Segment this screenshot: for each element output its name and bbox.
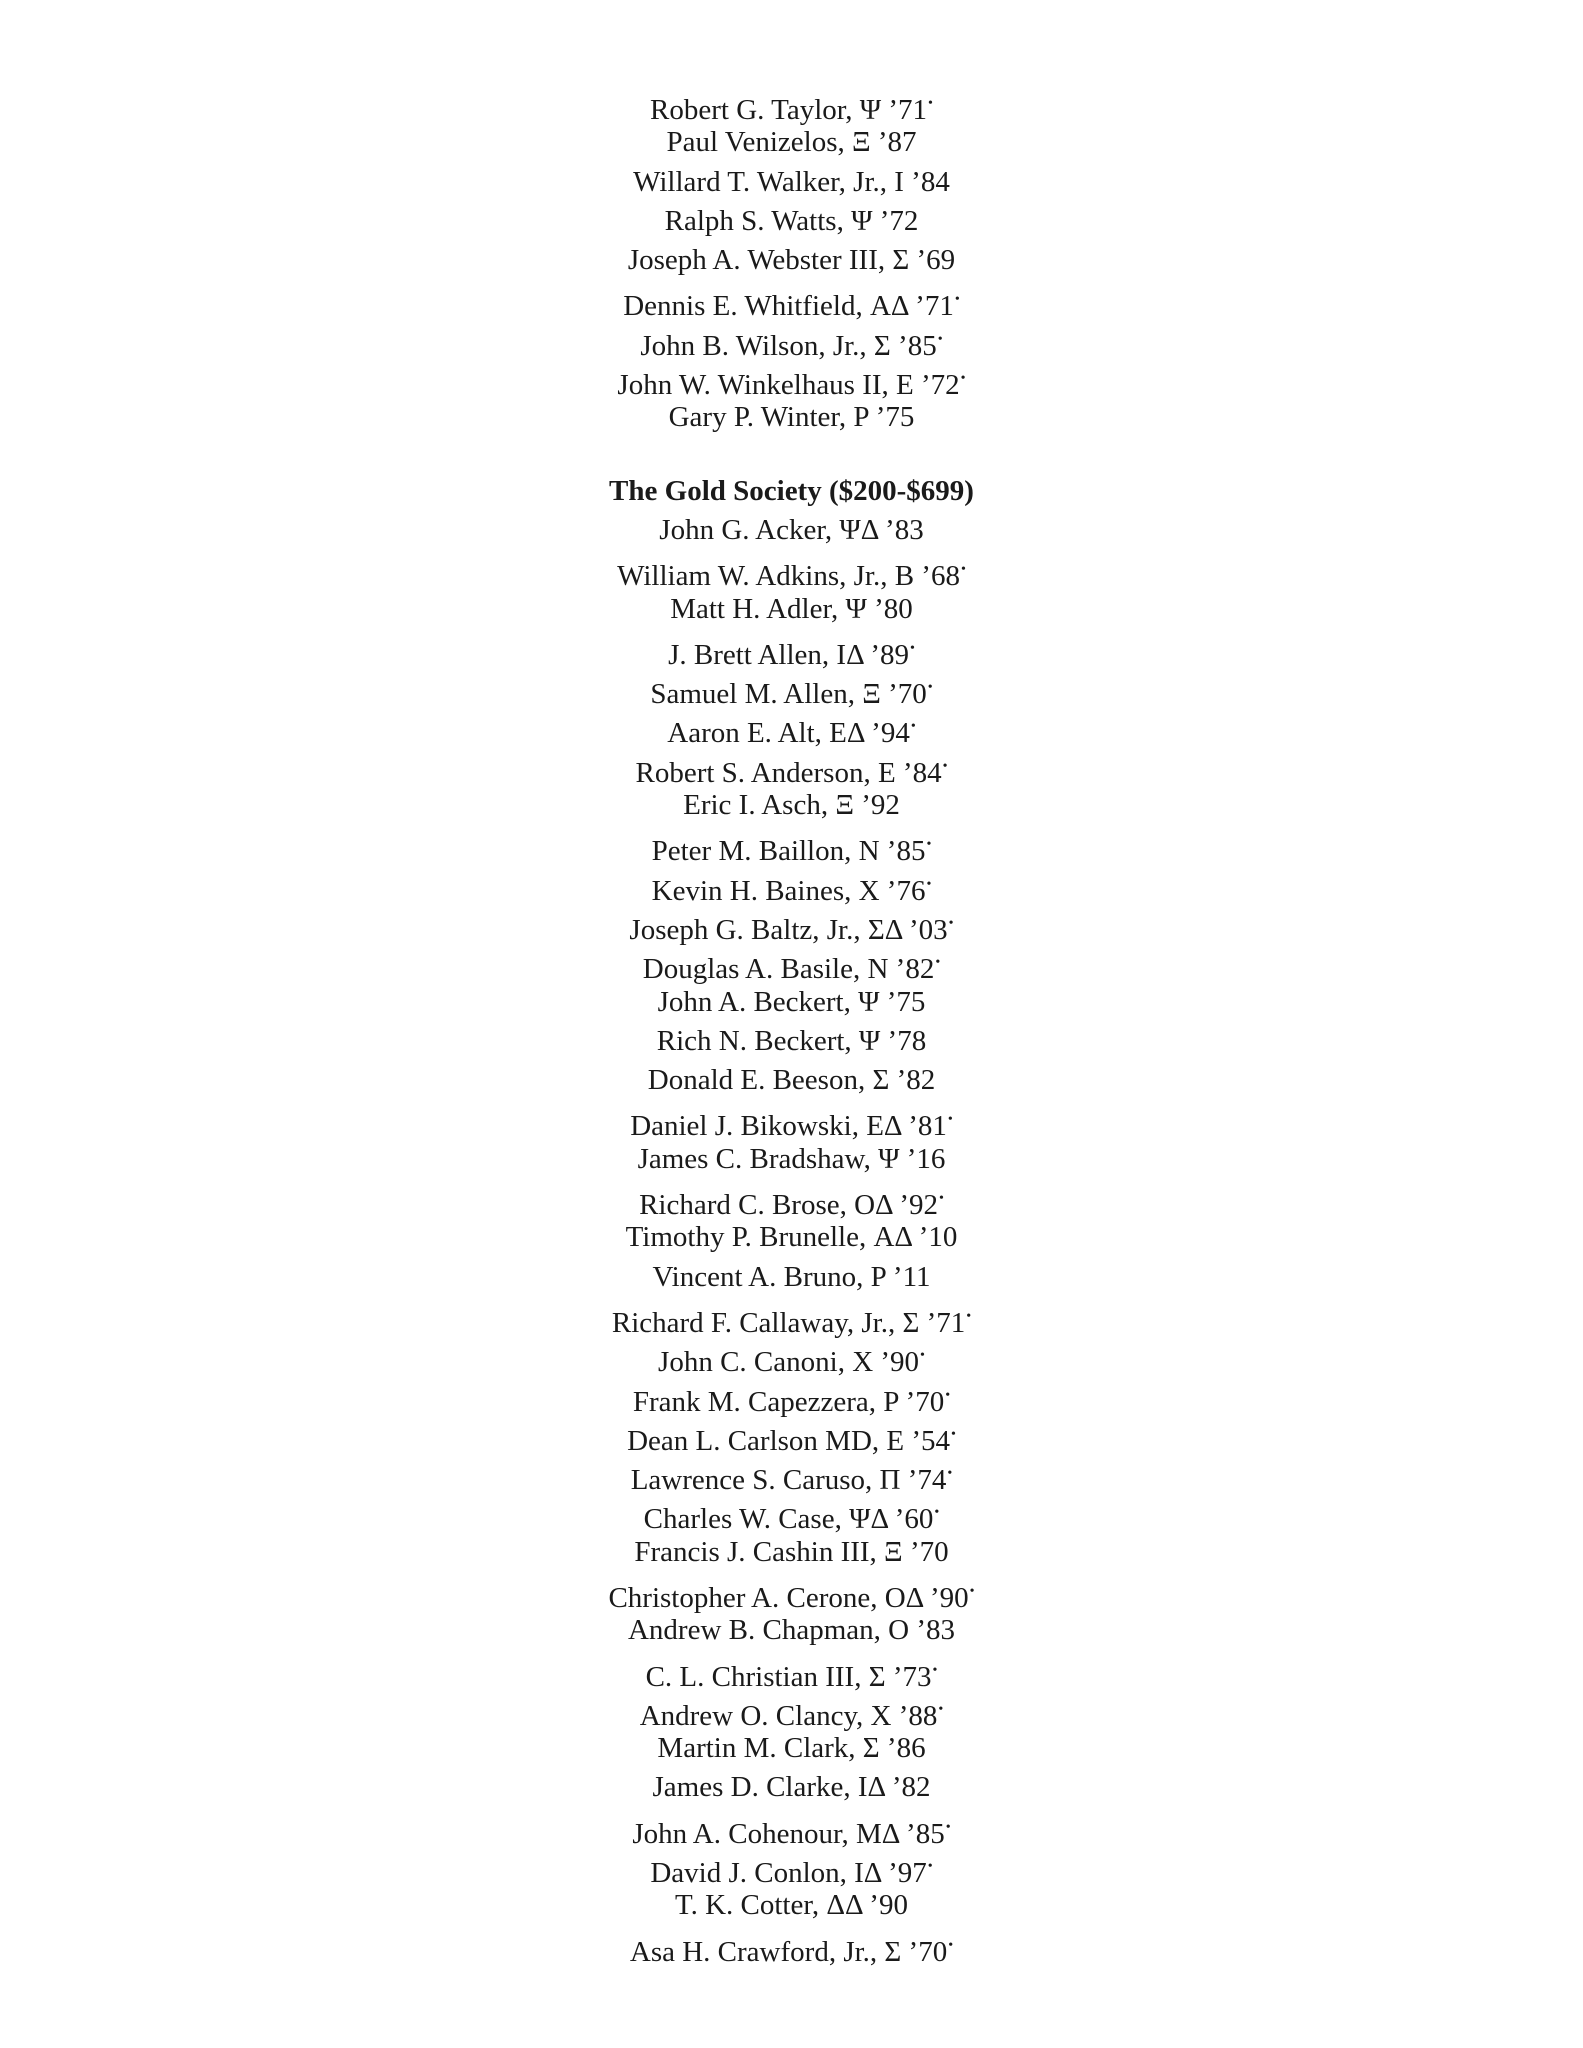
section-gap (0, 438, 1583, 472)
donor-entry (0, 865, 1583, 907)
bullet-mark-icon: • (942, 758, 948, 774)
bullet-mark-icon: • (938, 1701, 944, 1717)
donor-entry (0, 983, 1583, 1022)
donor-name: Dennis E. Whitfield, ΑΔ ’71 (623, 290, 954, 323)
donor-entry (0, 825, 1583, 868)
donor-entry (0, 1179, 1583, 1222)
donor-name: Ralph S. Watts, Ψ ’72 (664, 204, 919, 237)
bullet-mark-icon: • (939, 1191, 944, 1207)
donor-entry (0, 1847, 1583, 1890)
bullet-mark-icon: • (910, 640, 915, 656)
donor-name: Frank M. Capezzera, P ’70 (632, 1385, 945, 1418)
donor-name: Joseph A. Webster III, Σ ’69 (627, 244, 956, 277)
bullet-mark-icon: • (928, 96, 933, 111)
donor-name: Eric I. Asch, Ξ ’92 (683, 789, 900, 822)
donor-entry (0, 1022, 1583, 1061)
donor-entry (0, 1376, 1583, 1418)
bullet-mark-icon: • (926, 876, 932, 892)
bullet-mark-icon: • (960, 562, 966, 578)
gold-society-heading: The Gold Society ($200-$699) (609, 474, 974, 507)
donor-name: Samuel M. Allen, Ξ ’70 (650, 678, 927, 711)
donor-entry (0, 163, 1583, 202)
bullet-mark-icon: • (926, 837, 932, 853)
bullet-mark-icon: • (948, 1937, 954, 1953)
bullet-mark-icon: • (947, 1112, 953, 1128)
donor-name: C. L. Christian III, Σ ’73 (645, 1660, 932, 1693)
donor-name: Robert S. Anderson, E ’84 (635, 756, 942, 789)
bullet-mark-icon: • (951, 1426, 956, 1442)
bullet-mark-icon: • (927, 680, 933, 696)
donor-name: Charles W. Case, ΨΔ ’60 (643, 1503, 934, 1536)
donor-name: Joseph G. Baltz, Jr., ΣΔ ’03 (629, 913, 948, 946)
donor-entry (0, 1493, 1583, 1536)
donor-entry (0, 1061, 1583, 1100)
bullet-mark-icon: • (935, 955, 941, 971)
donor-entry (0, 1651, 1583, 1693)
donor-name: Francis J. Cashin III, Ξ ’70 (634, 1535, 949, 1568)
continued-donor-list (0, 84, 1583, 438)
donor-name: Rich N. Beckert, Ψ ’78 (656, 1024, 927, 1057)
donor-name: John G. Acker, ΨΔ ’83 (659, 513, 924, 546)
bullet-mark-icon: • (932, 1662, 938, 1678)
donor-name: Andrew B. Chapman, O ’83 (627, 1614, 955, 1647)
donor-entry (0, 1336, 1583, 1379)
donor-name: John A. Beckert, Ψ ’75 (657, 985, 926, 1018)
bullet-mark-icon: • (947, 1466, 953, 1482)
donor-entry (0, 1768, 1583, 1807)
donor-entry (0, 668, 1583, 711)
donor-entry (0, 1218, 1583, 1257)
donor-entry (0, 359, 1583, 402)
bullet-mark-icon: • (945, 1387, 951, 1403)
donor-name: Martin M. Clark, Σ ’86 (657, 1732, 926, 1765)
donor-entry (0, 1690, 1583, 1732)
donor-entry (0, 904, 1583, 946)
donor-list-column (0, 84, 1583, 1968)
donor-name: William W. Adkins, Jr., B ’68 (617, 560, 960, 593)
bullet-mark-icon: • (937, 331, 943, 347)
gold-society-member-list (0, 511, 1583, 1968)
donor-name: Robert G. Taylor, Ψ ’71 (650, 94, 928, 126)
bullet-mark-icon: • (934, 1505, 940, 1521)
donor-name: Gary P. Winter, P ’75 (668, 401, 915, 434)
donor-entry (0, 1100, 1583, 1143)
donor-entry (0, 123, 1583, 162)
donor-name: Daniel J. Bikowski, EΔ ’81 (630, 1110, 947, 1143)
donor-name: Matt H. Adler, Ψ ’80 (670, 592, 913, 625)
donor-entry (0, 550, 1583, 593)
donor-name: Lawrence S. Caruso, Π ’74 (630, 1464, 947, 1497)
donor-name: Dean L. Carlson MD, E ’54 (627, 1424, 951, 1457)
donor-entry (0, 84, 1583, 126)
donor-name: John B. Wilson, Jr., Σ ’85 (640, 329, 937, 362)
donor-entry (0, 241, 1583, 280)
donor-name: John A. Cohenour, MΔ ’85 (632, 1817, 945, 1850)
donor-entry (0, 202, 1583, 241)
donor-name: David J. Conlon, IΔ ’97 (650, 1857, 927, 1890)
donor-name: Douglas A. Basile, N ’82 (642, 953, 935, 986)
bullet-mark-icon: • (920, 1348, 925, 1364)
donor-name: Paul Venizelos, Ξ ’87 (666, 126, 917, 159)
donor-entry (0, 1729, 1583, 1768)
donor-entry (0, 1572, 1583, 1614)
donor-name: Andrew O. Clancy, X ’88 (639, 1699, 938, 1732)
donor-entry (0, 590, 1583, 629)
bullet-mark-icon: • (910, 719, 916, 735)
donor-name: John C. Canoni, X ’90 (658, 1346, 920, 1379)
donor-name: Asa H. Crawford, Jr., Σ ’70 (629, 1935, 948, 1968)
donor-entry (0, 1297, 1583, 1339)
donor-entry (0, 786, 1583, 825)
donor-name: Donald E. Beeson, Σ ’82 (647, 1064, 936, 1097)
bullet-mark-icon: • (945, 1819, 951, 1835)
donor-name: Richard F. Callaway, Jr., Σ ’71 (611, 1306, 966, 1339)
bullet-mark-icon: • (948, 915, 954, 931)
donor-entry (0, 943, 1583, 986)
donor-entry (0, 320, 1583, 362)
donor-name: Willard T. Walker, Jr., I ’84 (633, 165, 950, 198)
donor-name: John W. Winkelhaus II, E ’72 (617, 369, 960, 402)
bullet-mark-icon: • (969, 1583, 975, 1599)
donor-entry (0, 1258, 1583, 1297)
donor-entry (0, 511, 1583, 550)
bullet-mark-icon: • (966, 1308, 972, 1324)
donor-name: T. K. Cotter, ΔΔ ’90 (675, 1889, 908, 1922)
donor-name: James D. Clarke, IΔ ’82 (652, 1771, 931, 1804)
bullet-mark-icon: • (954, 292, 960, 308)
donor-name: Aaron E. Alt, EΔ ’94 (667, 717, 910, 750)
donor-entry (0, 629, 1583, 671)
donor-name: Kevin H. Baines, X ’76 (651, 874, 926, 907)
donor-entry (0, 398, 1583, 437)
donor-entry (0, 1886, 1583, 1925)
bullet-mark-icon: • (927, 1859, 933, 1875)
donor-name: Peter M. Baillon, N ’85 (651, 835, 926, 868)
donor-entry (0, 1533, 1583, 1572)
donor-name: Vincent A. Bruno, P ’11 (652, 1260, 931, 1293)
donor-entry (0, 1415, 1583, 1457)
donor-name: Richard C. Brose, OΔ ’92 (639, 1189, 939, 1222)
donor-name: J. Brett Allen, IΔ ’89 (668, 638, 910, 671)
donor-name: James C. Bradshaw, Ψ ’16 (637, 1142, 946, 1175)
donor-name: Christopher A. Cerone, OΔ ’90 (608, 1581, 969, 1614)
donor-entry (0, 1611, 1583, 1650)
bullet-mark-icon: • (960, 371, 966, 387)
donor-entry (0, 1140, 1583, 1179)
donor-entry (0, 1808, 1583, 1850)
donor-entry (0, 1454, 1583, 1497)
donor-entry (0, 280, 1583, 323)
donor-entry (0, 707, 1583, 750)
donor-entry (0, 747, 1583, 789)
donor-entry (0, 1926, 1583, 1968)
donor-name: Timothy P. Brunelle, ΑΔ ’10 (625, 1221, 958, 1254)
